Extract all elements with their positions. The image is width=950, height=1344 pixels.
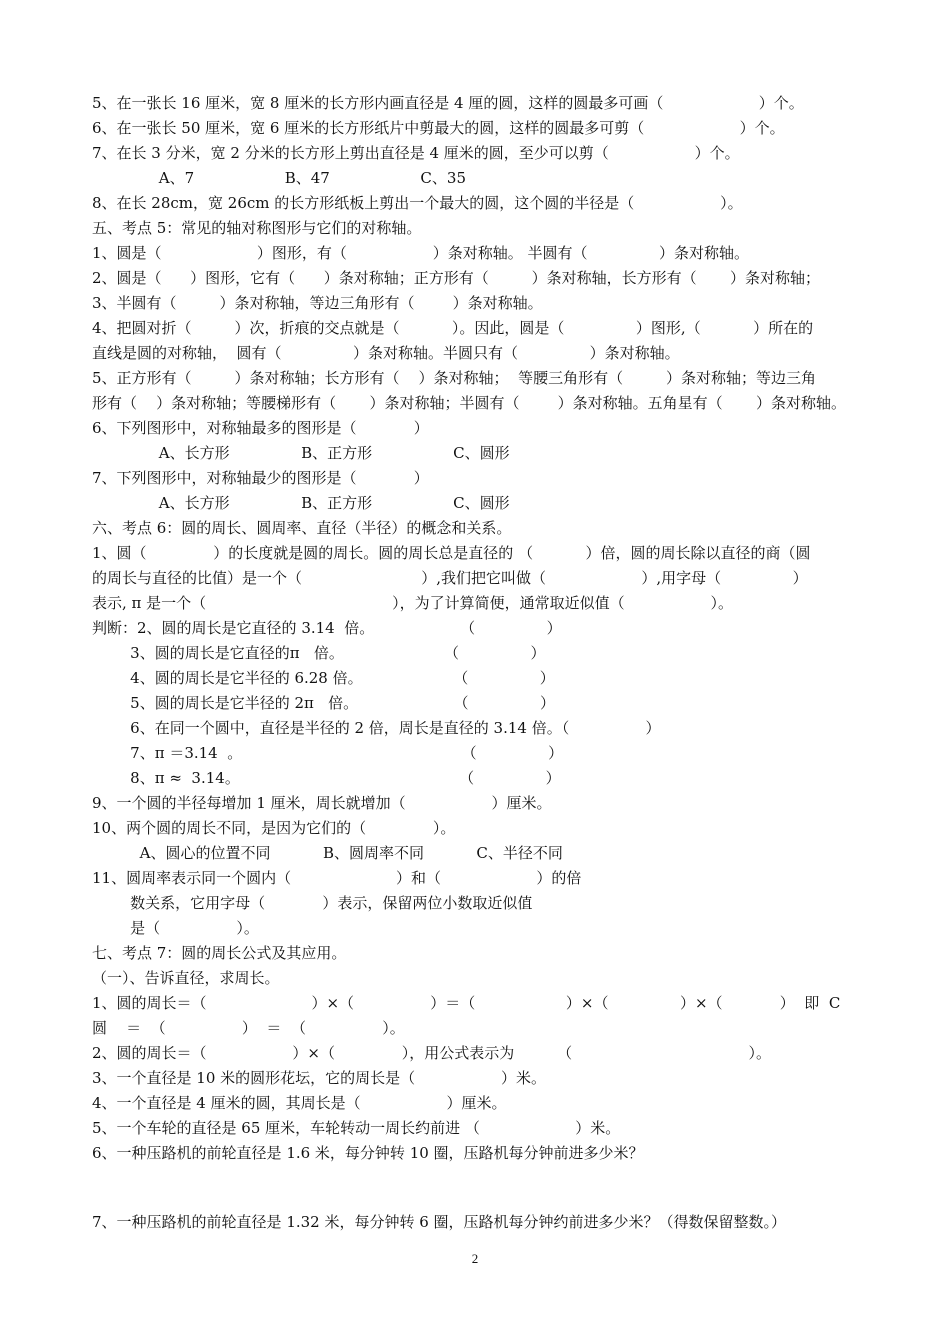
q5-text-line: 5、在一张长 16 厘米，宽 8 厘米的长方形内画直径是 4 厘的圆，这样的圆最多可画（ ）个。 — [92, 94, 804, 112]
s7-subheading: （一）、告诉直径，求周长。 — [92, 969, 280, 987]
judge-item-2: 判断：2、圆的周长是它直径的 3.14 倍。 （ ） — [92, 619, 562, 637]
s6-q11-line: 11、圆周率表示同一个圆内（ ）和（ ）的倍 — [92, 869, 582, 887]
s7-q4-line: 4、一个直径是 4 厘米的圆，其周长是（ ）厘米。 — [92, 1094, 507, 1112]
s5-q2-line: 2、圆是（ ）图形，它有（ ）条对称轴；正方形有（ ）条对称轴，长方形有（ ）条对称轴； — [92, 269, 821, 287]
s6-q1-line-cont: 的周长与直径的比值）是一个（ ）,我们把它叫做（ ）,用字母（ ） — [92, 569, 808, 587]
s5-q3-line: 3、半圆有（ ）条对称轴，等边三角形有（ ）条对称轴。 — [92, 294, 543, 312]
s5-q1-line: 1、圆是（ ）图形，有（ ）条对称轴。 半圆有（ ）条对称轴。 — [92, 244, 750, 262]
page-number: 2 — [471, 1251, 479, 1266]
s5-q5-line-cont: 形有（ ）条对称轴；等腰梯形有（ ）条对称轴；半圆有（ ）条对称轴。五角星有（ ）条对称轴。 — [92, 394, 846, 412]
s5-q6-options: A、长方形 B、正方形 C、圆形 — [92, 444, 510, 462]
s5-q5-line: 5、正方形有（ ）条对称轴；长方形有（ ）条对称轴； 等腰三角形有（ ）条对称轴；等边三角 — [92, 369, 816, 387]
s7-q1-line-cont: 圆 ＝ （ ） ＝ （ ）。 — [92, 1019, 405, 1037]
s7-q1-line: 1、圆的周长＝（ ）×（ ）＝（ ）×（ ）×（ ） 即 C — [92, 994, 841, 1012]
judge-item-3: 3、圆的周长是它直径的π 倍。 （ ） — [92, 644, 546, 662]
judge-item-8: 8、π ≈ 3.14。 （ ） — [92, 769, 561, 787]
section-7-heading: 七、考点 7：圆的周长公式及其应用。 — [92, 944, 347, 962]
q6-text-line: 6、在一张长 50 厘米，宽 6 厘米的长方形纸片中剪最大的圆，这样的圆最多可剪（ ）个。 — [92, 119, 785, 137]
q7-text-line: 7、在长 3 分米，宽 2 分米的长方形上剪出直径是 4 厘米的圆，至少可以剪（ ）个。 — [92, 144, 740, 162]
s6-q11-line-cont: 数关系，它用字母（ ）表示，保留两位小数取近似值 — [92, 894, 533, 912]
s7-q6-line: 6、一种压路机的前轮直径是 1.6 米，每分钟转 10 圈，压路机每分钟前进多少米？ — [92, 1144, 644, 1162]
q7-options: A、7 B、47 C、35 — [92, 169, 466, 187]
s6-q1-line: 1、圆（ ）的长度就是圆的周长。圆的周长总是直径的 （ ）倍，圆的周长除以直径的商（圆 — [92, 544, 811, 562]
judge-item-4: 4、圆的周长是它半径的 6.28 倍。 （ ） — [92, 669, 555, 687]
judge-item-6: 6、在同一个圆中，直径是半径的 2 倍，周长是直径的 3.14 倍。（ ） — [92, 719, 661, 737]
s6-q1-line-cont2: 表示, π 是一个（ ），为了计算简便，通常取近似值（ ）。 — [92, 594, 733, 612]
s5-q7-options: A、长方形 B、正方形 C、圆形 — [92, 494, 510, 512]
s7-q2-line: 2、圆的周长＝（ ）×（ ），用公式表示为 （ ）。 — [92, 1044, 772, 1062]
s6-q10-line: 10、两个圆的周长不同，是因为它们的（ ）。 — [92, 819, 456, 837]
s7-q7-line: 7、一种压路机的前轮直径是 1.32 米，每分钟转 6 圈，压路机每分钟约前进多少米？（得数保留整数。） — [92, 1213, 787, 1231]
section-6-heading: 六、考点 6：圆的周长、圆周率、直径（半径）的概念和关系。 — [92, 519, 512, 537]
s6-q9-line: 9、一个圆的半径每增加 1 厘米，周长就增加（ ）厘米。 — [92, 794, 552, 812]
s5-q4-line: 4、把圆对折（ ）次，折痕的交点就是（ ）。因此，圆是（ ）图形,（ ）所在的 — [92, 319, 814, 337]
section-5-heading: 五、考点 5：常见的轴对称图形与它们的对称轴。 — [92, 219, 422, 237]
s5-q4-line-cont: 直线是圆的对称轴， 圆有（ ）条对称轴。半圆只有（ ）条对称轴。 — [92, 344, 680, 362]
s5-q7-line: 7、下列图形中，对称轴最少的图形是（ ） — [92, 469, 429, 487]
s6-q10-options: A、圆心的位置不同 B、圆周率不同 C、半径不同 — [92, 844, 563, 862]
s6-q11-line-cont2: 是（ ）。 — [92, 919, 259, 937]
s7-q3-line: 3、一个直径是 10 米的圆形花坛，它的周长是（ ）米。 — [92, 1069, 546, 1087]
judge-item-7: 7、π ＝3.14 。 （ ） — [92, 744, 564, 762]
s7-q5-line: 5、一个车轮的直径是 65 厘米，车轮转动一周长约前进 （ ）米。 — [92, 1119, 621, 1137]
judge-item-5: 5、圆的周长是它半径的 2π 倍。 （ ） — [92, 694, 556, 712]
q8-text-line: 8、在长 28cm，宽 26cm 的长方形纸板上剪出一个最大的圆，这个圆的半径是（ ）。 — [92, 194, 743, 212]
s5-q6-line: 6、下列图形中，对称轴最多的图形是（ ） — [92, 419, 429, 437]
